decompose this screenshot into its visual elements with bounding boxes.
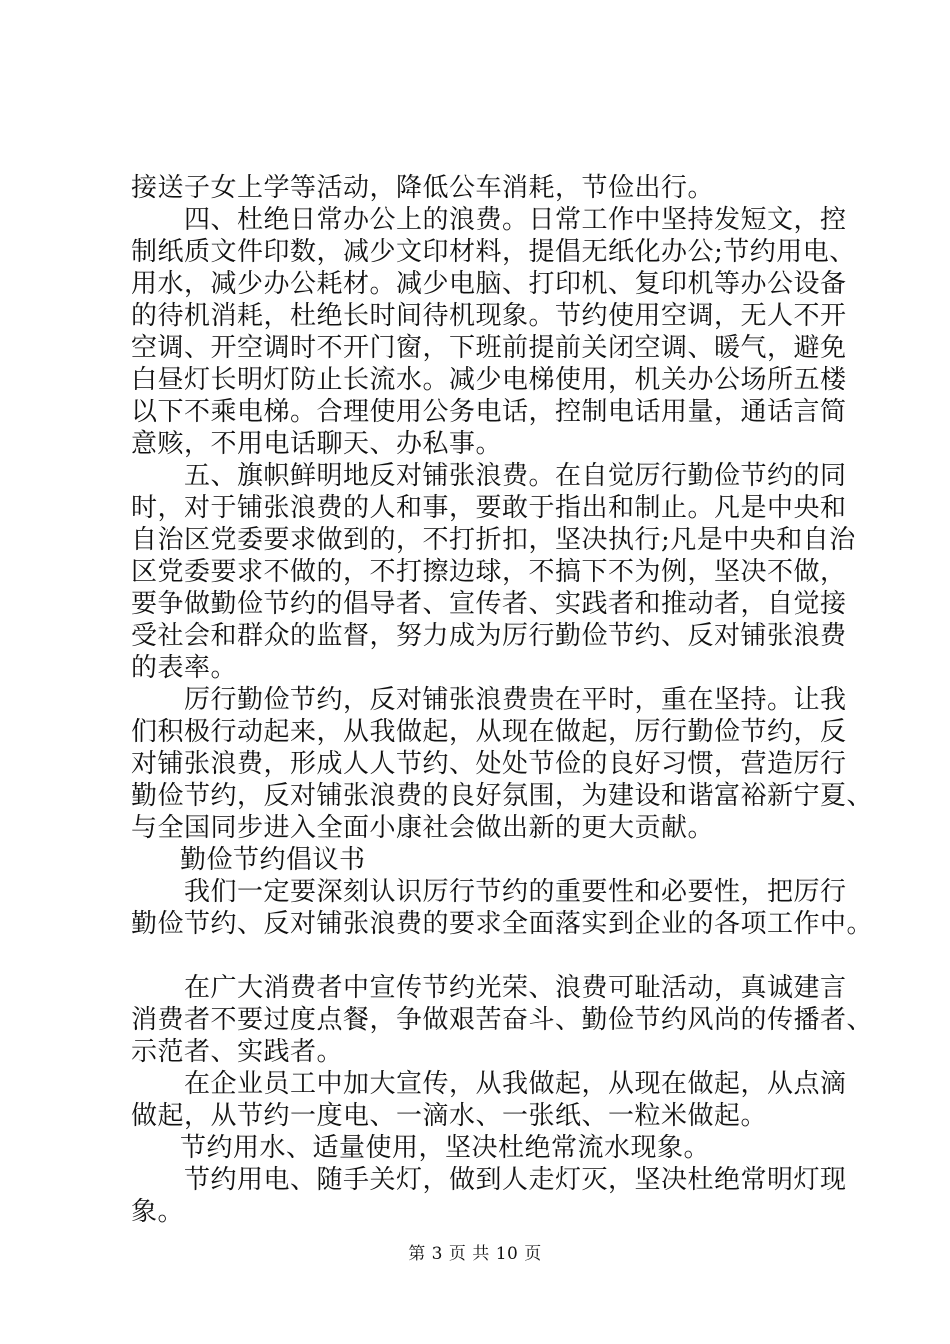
text-line: 与全国同步进入全面小康社会做出新的更大贡献。 xyxy=(131,813,715,843)
text-line: 消费者不要过度点餐，争做艰苦奋斗、勤俭节约风尚的传播者、 xyxy=(131,1005,874,1035)
text-line: 接送子女上学等活动，降低公车消耗，节俭出行。 xyxy=(131,173,715,203)
text-line: 白昼灯长明灯防止长流水。减少电梯使用，机关办公场所五楼 xyxy=(131,365,847,395)
text-line: 五、旗帜鲜明地反对铺张浪费。在自觉厉行勤俭节约的同 xyxy=(184,461,847,491)
text-line: 以下不乘电梯。合理使用公务电话，控制电话用量，通话言简 xyxy=(131,397,847,427)
text-line: 厉行勤俭节约，反对铺张浪费贵在平时，重在坚持。让我 xyxy=(184,685,847,715)
text-line: 勤俭节约、反对铺张浪费的要求全面落实到企业的各项工作中。 xyxy=(131,909,874,939)
text-line: 们积极行动起来，从我做起，从现在做起，厉行勤俭节约，反 xyxy=(131,717,847,747)
text-line: 四、杜绝日常办公上的浪费。日常工作中坚持发短文，控 xyxy=(184,205,847,235)
text-line: 的待机消耗，杜绝长时间待机现象。节约使用空调，无人不开 xyxy=(131,301,847,331)
text-line: 制纸质文件印数，减少文印材料，提倡无纸化办公;节约用电、 xyxy=(131,237,856,267)
text-line: 做起，从节约一度电、一滴水、一张纸、一粒米做起。 xyxy=(131,1101,768,1131)
text-line: 在企业员工中加大宣传，从我做起，从现在做起，从点滴 xyxy=(184,1069,847,1099)
text-line: 对铺张浪费，形成人人节约、处处节俭的良好习惯，营造厉行 xyxy=(131,749,847,779)
text-line: 在广大消费者中宣传节约光荣、浪费可耻活动，真诚建言 xyxy=(184,973,847,1003)
page-number-footer: 第 3 页 共 10 页 xyxy=(408,1244,542,1264)
text-line: 时，对于铺张浪费的人和事，要敢于指出和制止。凡是中央和 xyxy=(131,493,847,523)
text-line: 用水，减少办公耗材。减少电脑、打印机、复印机等办公设备 xyxy=(131,269,847,299)
text-line: 示范者、实践者。 xyxy=(131,1037,344,1067)
text-line: 节约用水、适量使用，坚决杜绝常流水现象。 xyxy=(180,1133,711,1163)
text-line: 自治区党委要求做到的，不打折扣，坚决执行;凡是中央和自治 xyxy=(131,525,856,555)
section-heading: 勤俭节约倡议书 xyxy=(180,845,366,875)
text-line: 要争做勤俭节约的倡导者、宣传者、实践者和推动者，自觉接 xyxy=(131,589,847,619)
text-line: 的表率。 xyxy=(131,653,238,683)
text-line: 区党委要求不做的，不打擦边球，不搞下不为例，坚决不做， xyxy=(131,557,847,587)
text-line: 空调、开空调时不开门窗，下班前提前关闭空调、暖气，避免 xyxy=(131,333,847,363)
text-line: 象。 xyxy=(131,1197,185,1227)
text-line: 意赅，不用电话聊天、办私事。 xyxy=(131,429,503,459)
text-line: 勤俭节约，反对铺张浪费的良好氛围，为建设和谐富裕新宁夏、 xyxy=(131,781,874,811)
text-line: 受社会和群众的监督，努力成为厉行勤俭节约、反对铺张浪费 xyxy=(131,621,847,651)
text-line: 我们一定要深刻认识厉行节约的重要性和必要性，把厉行 xyxy=(184,877,847,907)
text-line: 节约用电、随手关灯，做到人走灯灭，坚决杜绝常明灯现 xyxy=(184,1165,847,1195)
